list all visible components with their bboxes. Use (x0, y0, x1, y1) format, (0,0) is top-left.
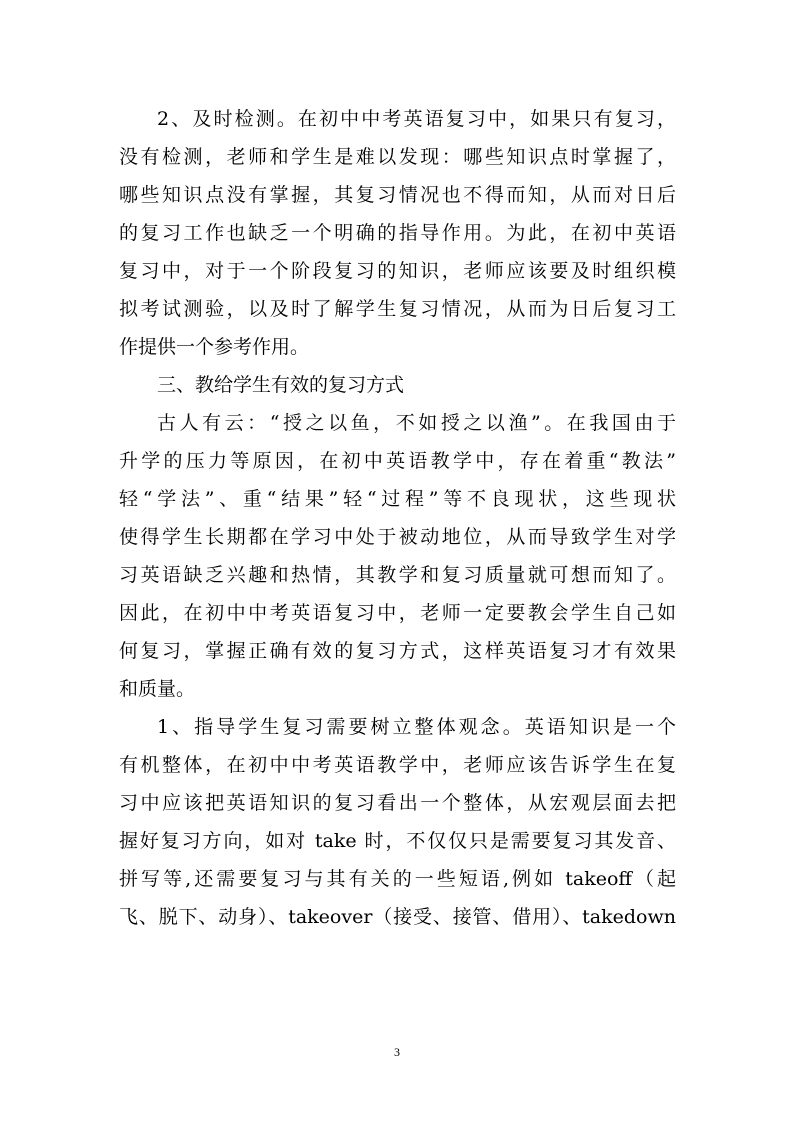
text-line: 何复习，掌握正确有效的复习方式，这样英语复习才有效果 (119, 640, 676, 662)
text-line: 习中应该把英语知识的复习看出一个整体，从宏观层面去把 (119, 792, 676, 814)
text-line: 哪些知识点没有掌握，其复习情况也不得而知，从而对日后 (119, 184, 676, 206)
text-line: 飞、脱下、动身）、takeover（接受、接管、借用）、takedown (119, 906, 676, 928)
text-line: 握好复习方向，如对 take 时，不仅仅只是需要复习其发音、 (119, 830, 676, 852)
text-line: 使得学生长期都在学习中处于被动地位，从而导致学生对学 (119, 526, 676, 548)
text-line: 升学的压力等原因，在初中英语教学中，存在着重“教法” (119, 450, 676, 472)
text-line: 古人有云：“授之以鱼，不如授之以渔”。在我国由于 (157, 412, 676, 434)
text-line: 轻“学法”、重“结果”轻“过程”等不良现状，这些现状 (119, 488, 676, 510)
text-line: 因此，在初中中考英语复习中，老师一定要教会学生自己如 (119, 602, 676, 624)
text-line: 有机整体，在初中中考英语教学中，老师应该告诉学生在复 (119, 754, 676, 776)
text-line: 和质量。 (119, 678, 196, 700)
text-line: 拼写等,还需要复习与其有关的一些短语,例如 takeoff（起 (119, 868, 676, 890)
text-line: 作提供一个参考作用。 (119, 336, 310, 358)
text-line: 1、指导学生复习需要树立整体观念。英语知识是一个 (157, 716, 676, 738)
text-line: 复习中，对于一个阶段复习的知识，老师应该要及时组织模 (119, 260, 676, 282)
text-line: 拟考试测验，以及时了解学生复习情况，从而为日后复习工 (119, 298, 676, 320)
text-line: 没有检测，老师和学生是难以发现：哪些知识点时掌握了， (119, 146, 676, 168)
page-number: 3 (394, 1045, 400, 1059)
section-heading: 三、教给学生有效的复习方式 (157, 374, 405, 396)
text-line: 习英语缺乏兴趣和热情，其教学和复习质量就可想而知了。 (119, 564, 676, 586)
text-line: 2、及时检测。在初中中考英语复习中，如果只有复习， (157, 108, 676, 130)
text-line: 的复习工作也缺乏一个明确的指导作用。为此，在初中英语 (119, 222, 676, 244)
